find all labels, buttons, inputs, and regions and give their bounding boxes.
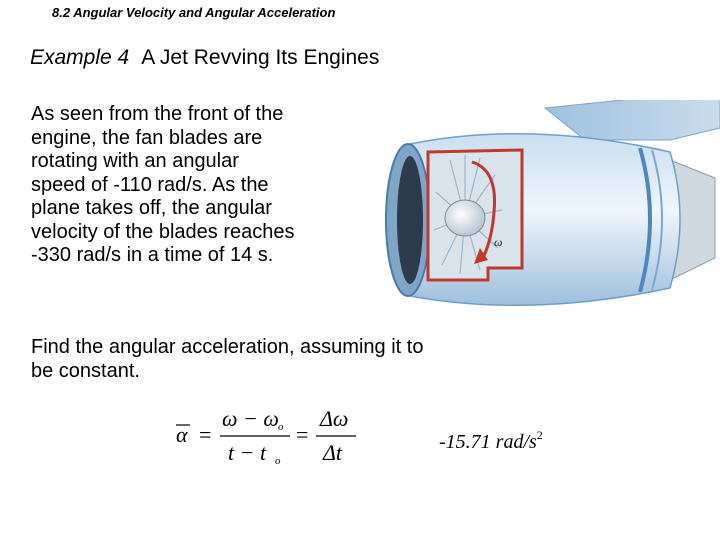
denominator-2: Δt — [323, 440, 343, 465]
problem-statement — [31, 103, 361, 268]
subscript-o: o — [275, 455, 281, 467]
answer — [439, 428, 543, 454]
answer-value: -15.71 rad/s — [439, 431, 537, 453]
problem-line: speed of -110 rad/s. As the — [31, 173, 269, 196]
problem-line: As seen from the front of the — [31, 103, 284, 125]
numerator-2: Δω — [320, 406, 349, 431]
pylon-shape — [545, 100, 720, 140]
example-title — [30, 46, 379, 70]
angular-acceleration-formula — [170, 400, 370, 470]
problem-line: rotating with an angular — [31, 150, 239, 172]
question-line: be constant. — [31, 360, 140, 382]
problem-line: -330 rad/s in a time of 14 s. — [31, 244, 274, 266]
example-number: Example 4 — [30, 46, 130, 69]
denominator-1: t − t — [228, 440, 267, 465]
intake-opening — [397, 156, 423, 284]
jet-engine-illustration — [370, 100, 720, 320]
question-text — [31, 335, 551, 383]
question-line: Find the angular acceleration, assuming it to — [31, 336, 424, 358]
problem-line: plane takes off, the angular — [31, 197, 272, 219]
problem-line: engine, the fan blades are — [31, 126, 263, 149]
section-header: 8.2 Angular Velocity and Angular Acceleration — [52, 5, 336, 20]
omega-label: ω — [494, 235, 503, 249]
example-heading: A Jet Revving Its Engines — [141, 46, 380, 69]
numerator-1: ω − ω — [222, 406, 279, 431]
fan-spinner — [445, 200, 485, 236]
answer-exponent: 2 — [536, 428, 543, 442]
subscript-o: o — [278, 421, 284, 433]
alpha-symbol: α — [176, 422, 188, 447]
equals-sign: = — [296, 422, 309, 447]
problem-line: velocity of the blades reaches — [31, 220, 295, 243]
equals-sign: = — [199, 422, 212, 447]
